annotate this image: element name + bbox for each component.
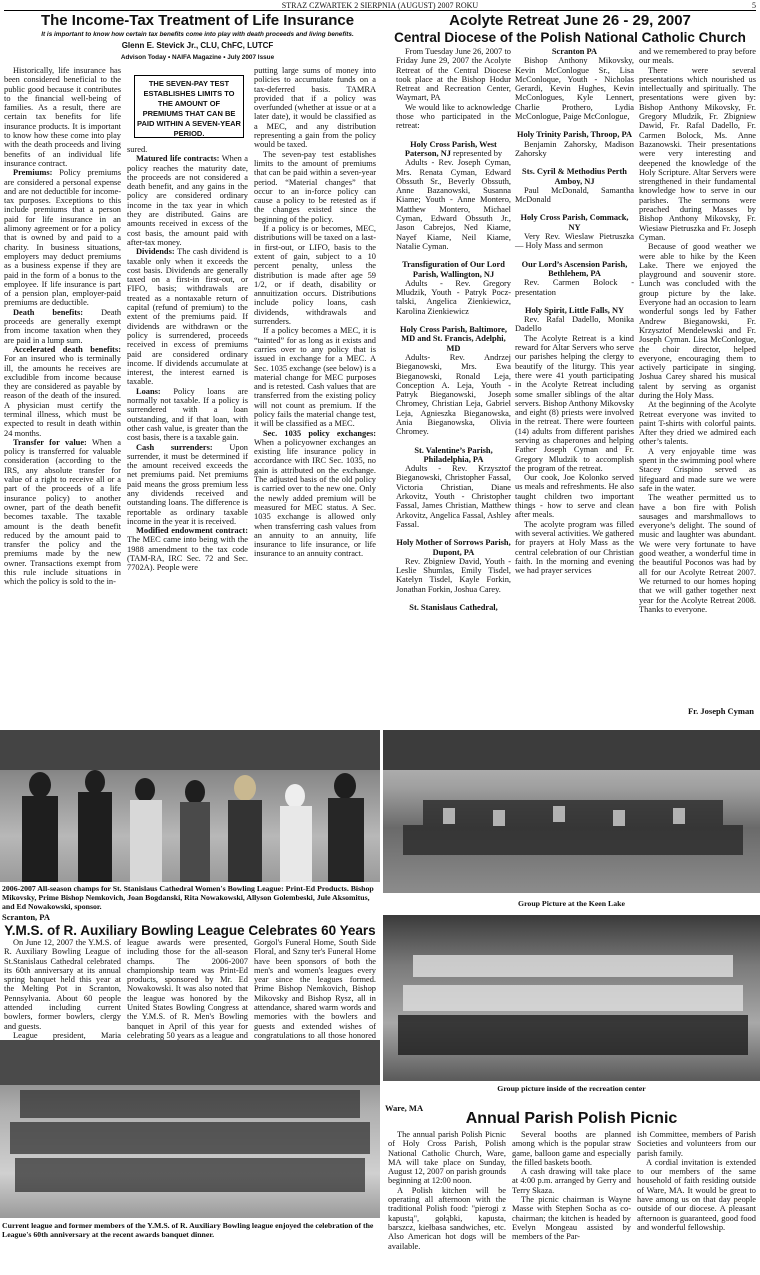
paragraph	[127, 247, 248, 386]
paragraph-text: The weather permitted us to have a bon fire with Polish sausages and marshmallows to everyone’s delight. The sound of music and laughter was abundant. We were very fortunate to have good weather, a wonderful time in the beautiful Poconos was had by all for our Acolyte Retreat 2007. We returned to our homes hoping that we will gather together next year for the Acolyte Retreat 2008. Thanks to everyone.	[639, 493, 756, 614]
parish-heading-note: represented by	[450, 148, 503, 158]
paragraph-gap	[396, 529, 511, 538]
paragraph	[396, 103, 511, 131]
paragraph	[396, 279, 511, 316]
paragraph-text: sured.	[127, 145, 148, 154]
paragraph	[127, 526, 248, 572]
participant-list: Rev. Carmen Bolock - presentation	[515, 278, 634, 297]
paragraph-gap	[396, 437, 511, 446]
paragraph-gap	[396, 251, 511, 260]
paragraph	[254, 326, 376, 428]
picnic-col1	[388, 1130, 506, 1275]
paragraph	[515, 315, 634, 334]
paragraph	[515, 520, 634, 576]
participant-list: Adults - Rev. Krzysztof Bieganowski, Christopher Fassal, Victoria Christian, Diane Arkovitz, Youth - Christopher Fassal, James Christian, Matthew Arkovitz, Angelica Fassal, Ashley Fassal.	[396, 464, 511, 529]
run-in-heading: Modified endowment contract:	[136, 526, 248, 536]
paragraph-text: Upon surrender, it must be determined if the amount received exceeds the net premiums paid. Net premiums paid means the gross premium less any dividends received and outstanding loans. The difference is reportable as ordinary taxable income in the year it is received.	[127, 442, 248, 526]
income-tax-title: The Income-Tax Treatment of Life Insurance	[40, 12, 355, 29]
paragraph	[4, 345, 121, 438]
parish-heading: Holy Cross Parish, West Paterson, NJ	[404, 139, 497, 158]
paragraph-text: The seven-pay test establishes limits to the amount of premiums that can be paid within a seven-year period. “Material changes” that occur to an in-force policy can cause a policy to be retested as if the changes existed since the beginning of the policy.	[254, 149, 376, 224]
paragraph	[396, 603, 511, 612]
paragraph	[127, 154, 248, 247]
income-tax-subtitle: It is important to know how certain tax benefits come into play with death proceeds and living benefits.	[41, 31, 354, 38]
parish-heading: Transfiguration of Our Lord Parish, Wallington, NJ	[402, 260, 505, 279]
paragraph	[4, 168, 121, 307]
paragraph	[515, 473, 634, 519]
run-in-heading: Accelerated death benefits:	[13, 344, 121, 354]
paragraph	[515, 56, 634, 121]
paragraph	[515, 278, 634, 297]
keen-lake-caption: Group Picture at the Keen Lake	[518, 899, 625, 908]
paragraph-text: The cash dividend is taxable only when it exceeds the cost basis. Dividends are generally taxed on a first-in first-out, or FIFO, basis; withdrawals are treated as a nontaxable return of capital (refund of premium) to the extent of the premiums paid. If dividends are withdrawn or the policy is surrendered, proceeds received in excess of premiums paid are considered ordinary income. If dividends accumulate at interest, the interest earned is taxable.	[127, 247, 248, 387]
parish-heading: St. Valentine’s Parish, Philadelphia, PA	[414, 445, 493, 464]
keen-lake-group	[383, 730, 760, 893]
paragraph	[639, 66, 756, 243]
banquet-photo	[0, 1040, 380, 1218]
parish-heading: Our Lord’s Ascension Parish, Bethlehem, PA	[521, 259, 628, 278]
picnic-para-6: ish Committee, members of Parish Societies and volunteers from our parish family.	[637, 1130, 756, 1158]
participant-list: Rev. Zbigniew David, Youth - Leslie Shumlas, Emily Tisdel, Katelyn Tisdel, Kayle Forkin, Jonathan Forkin, Joshua Carey.	[396, 556, 511, 594]
paragraph-gap	[396, 131, 511, 140]
paragraph-gap	[515, 158, 634, 167]
parish-heading: Holy Mother of Sorrows Parish, Dupont, PA	[396, 538, 511, 557]
income-tax-col3	[254, 66, 376, 724]
paragraph-gap	[515, 297, 634, 306]
run-in-heading: Matured life contracts:	[136, 154, 220, 164]
banquet-group	[0, 1040, 380, 1218]
bowling-para-1: On June 12, 2007 the Y.M.S. of R. Auxiliary Bowling League of St.Stanislaus Cathedral celebrated its 60th anniversary at its annual spring banquet held this year at the Melting Pot in Scranton, Pennsylvania. About 60 people attended including current bowlers, former bowlers, clergy and guests.	[4, 938, 121, 1031]
paragraph-text: A very enjoyable time was spent in the swimming pool where Stacey Crispino served as lifeguard and made sure we were safe in the water.	[639, 446, 756, 493]
income-tax-source: Advison Today • NAIFA Magazine • July 2007 Issue	[120, 54, 275, 61]
acolyte-subtitle: Central Diocese of the Polish National Catholic Church	[394, 30, 746, 45]
paragraph-text: Historically, life insurance has been considered beneficial to the public good because it contributes to the financial well-being of families. As a result, there are certain tax benefits for life insurance products. It is important to know how these come into play with the death proceeds and living benefits of an individual life insurance contract.	[4, 66, 121, 168]
paragraph-text: The MEC came into being with the 1988 amendment to the tax code (TAM-RA, IRC Sec. 72 and Sec. 7702A). People were	[127, 535, 248, 573]
bowling-para-4: Gorgol's Funeral Home, South Side Floral, and Szny ter's Funeral Home have been sponsors of both the men's and women's leagues every year since the leagues formed. Prime Bishop Nemkovich, Bishop Mikovsky and Bishop Rysz, all in attendance, shared warm words and memories with the bowlers and guests and extended wishes of congratulations to all those honored	[254, 938, 376, 1040]
paragraph	[515, 186, 634, 205]
run-in-heading: Sec. 1035 policy exchanges:	[263, 428, 376, 438]
paragraph	[639, 242, 756, 400]
paragraph	[515, 232, 634, 251]
paragraph-gap	[396, 316, 511, 325]
pullquote-box: THE SEVEN-PAY TEST ESTABLISHES LIMITS TO THE AMOUNT OF PREMIUMS THAT CAN BE PAID WITHIN A SEVEN-YEAR PERIOD.	[134, 75, 244, 138]
paragraph	[127, 387, 248, 443]
run-in-heading: Cash surrenders:	[136, 442, 213, 452]
paragraph	[515, 130, 634, 139]
bowling-title: Y.M.S. of R. Auxiliary Bowling League Celebrates 60 Years	[4, 923, 376, 938]
recreation-center-photo	[383, 915, 760, 1081]
paragraph	[254, 150, 376, 224]
page-number: 5	[752, 1, 756, 10]
paragraph	[127, 443, 248, 527]
bowling-champs-people	[0, 730, 380, 882]
bowling-col3	[254, 938, 376, 1040]
paragraph-text: putting large sums of money into policies to accumulate funds on a tax-deferred basis. TAMRA provided that if a policy was overfunded (whether at issue or at a later date), it would be classified as a MEC, and any distribution representing a gain from the policy would be taxed.	[254, 66, 376, 150]
paragraph-gap	[515, 121, 634, 130]
banquet-caption: Current league and former members of the Y.M.S. of R. Auxiliary Bowling league enjoyed the celebration of the League's 60th anniversary at the recent awards banquet dinner.	[2, 1221, 374, 1239]
paragraph	[515, 260, 634, 279]
picnic-para-3: Several booths are planned among which is the popular straw game, balloon game and especially the filled baskets booth.	[512, 1130, 631, 1167]
bowling-champs-caption: 2006-2007 All-season champs for St. Stanislaus Cathedral Women's Bowling League: Print-Ed Products. Bishop Mikovsky, Prime Bishop Nemkovich, Joan Bogdanski, Rita Nowakowski, Allyson Golembeski, Jule Aksomitus, and Ed Nowakowski, sponsor.	[2, 884, 374, 911]
paragraph-text: Death proceeds are generally exempt from income taxation when they are paid in a lump sum.	[4, 307, 122, 345]
paragraph	[4, 66, 121, 168]
paragraph	[515, 306, 634, 315]
participant-list: Paul McDonald, Samantha McDonald	[515, 185, 634, 205]
paragraph	[515, 334, 634, 473]
parish-heading: St. Stanislaus Cathedral,	[409, 603, 498, 613]
parish-heading: Holy Cross Parish, Commack, NY	[520, 213, 629, 232]
paragraph-text: If a policy is or becomes, MEC, distributions will be taxed on a last-in first-out, or LIFO, basis to the extent of gain, subject to a 10 percent penalty, unless the distribution is made after age 59 1/2, or if death, disability or annuitization occurs. Distributions include policy loans, cash dividends, withdrawals and surrenders.	[254, 224, 376, 327]
paragraph	[515, 47, 634, 56]
paragraph-text: There were several presentations which nourished us intellectually and spiritually. The presentations were given by: Bishop Anthony Mikovsky, Fr. Gregory Mludzik, Fr. Zbigniew Dawid, Fr. Rafal Dadello, Fr. Carmen Bolock, Ms. Anne Bazanowski. Their presentations were very interesting and deepened the knowledge of the Holy Scripture. Altar Servers were strengthened in their fundamental knowledge how to serve in our parishes. The sermons were preached during Masses by Bishop Anthony Mikovsky, Fr. Wiesiaw Pietruszka and Fr. Joseph Cyman.	[639, 65, 756, 242]
paragraph	[396, 353, 511, 437]
paragraph	[396, 538, 511, 557]
parish-heading: Holy Spirit, Little Falls, NY	[524, 305, 625, 315]
run-in-heading: Loans:	[136, 386, 161, 396]
acolyte-title: Acolyte Retreat June 26 - 29, 2007	[449, 12, 691, 29]
participant-list: Benjamin Zahorsky, Madison Zahorsky	[515, 139, 634, 158]
paragraph	[4, 438, 121, 587]
paragraph-text: The Acolyte Retreat is a kind reward for Altar Servers who serve our parishes helping the clergy to beautify of the liturgy. This year there were 41 youth participating in the Acolyte Retreat including some smaller siblings of the altar servers. Bishop Anthony Mikovsky and eight (8) priests were involved in the retreat. There were fourteen (14) adults from different parishes serving as chaperones and helping Father Joseph Cyman and Fr. Gregory Mludzik to accomplish the program of the retreat.	[515, 333, 634, 473]
bowling-para-3: league awards were presented, including those for the all-season champs. The 2006-2007 championship team was Print-Ed products, sponsored by Mr. Ed Nowakowski. It was also noted that the league was honored by the United States Bowling Congress at the Y.M.S. of R. Men's Bowling banquet in April of this year for celebrating 50 years as a league and	[127, 938, 248, 1040]
paragraph-text: Because of good weather we were able to hike by the Keen Lake. There we enjoyed the playground and souvenir store. Lunch was concluded with the group picture by the lake. Everyone had an occasion to learn wonderful songs led by Father Andrew Bieganowski, Fr. Krzysztof Mendelewski and Fr. Joseph Cyman. Lisa McConlogue, the choir director, helped everyone, encouraging them to actively participate in singing. Joshua Carey shared his musical talent by serving as organist during the Holy Mass.	[639, 242, 756, 400]
paragraph	[396, 557, 511, 594]
paragraph	[396, 260, 511, 279]
paragraph-text: The acolyte program was filled with several activities. We gathered for prayers at Holy Mass as the central celebration of our Christian faith. In the morning and evening we had prayer services	[515, 519, 634, 576]
income-tax-col1	[4, 66, 121, 724]
paragraph	[254, 224, 376, 326]
paragraph	[639, 47, 756, 66]
recreation-center-group	[383, 915, 760, 1081]
masthead-title: STRAZ CZWARTEK 2 SIERPNIA (AUGUST) 2007 ROKU	[281, 1, 479, 10]
paragraph-text: If a policy becomes a MEC, it is “tainted” for as long as it exists and carries over to any policy that is issued in exchange for a MEC. A Sec. 1035 exchange (see below) is a material change for MEC purposes and is retested. Cash values that are transferred from the existing policy will not count as premium. If the policy fails the material change test, it will be classified as a MEC.	[254, 326, 376, 429]
paragraph-text: From Tuesday June 26, 2007 to Friday June 29, 2007 the Acolyte Retreat of the Central Diocese took place at the Bishop Hodur Retreat and Recreation Center, Waymart, PA	[396, 47, 511, 103]
acolyte-signature: Fr. Joseph Cyman	[687, 706, 754, 716]
participant-list: Adults - Rev. Joseph Cyman, Mrs. Renata Cyman, Edward Obssuth Sr., Beverly Obssuth, Anne Bazanowski, Susanna Kiame; Youth - Anne Montero, Matthew Montero, Michael Cyman, Edward Obssuth Jr., Jason Cabrejos, Ned Kiame, Nayef Kiame, Neil Kiame, Natalie Cyman.	[396, 158, 511, 251]
paragraph-text: For an insured who is terminally ill, the amounts he receives are excludible from income because they are considered as payable by reason of the death of the insured. A physician must certify the terminal illness, which must be expected to result in death within 24 months.	[4, 354, 121, 438]
acolyte-col3	[639, 47, 756, 705]
paragraph	[396, 158, 511, 251]
paragraph	[127, 145, 248, 154]
keen-lake-photo	[383, 730, 760, 893]
picnic-para-1: The annual parish Polish Picnic of Holy Cross Parish, Polish National Catholic Church, Ware, MA will take place on Sunday, August 12, 2007 on parish grounds beginning at 12:00 noon.	[388, 1130, 506, 1186]
paragraph-text: At the beginning of the Acolyte Retreat everyone was invited to paint T-shirts with colorful paints. After they dried we admired each other’s talents.	[639, 400, 756, 447]
paragraph	[4, 308, 121, 345]
paragraph-text: Our cook, Joe Kolonko served us meals and refreshments. He also taught children two important things - how to serve and clean after meals.	[515, 473, 634, 520]
picnic-para-2: A Polish kitchen will be operating all afternoon with the traditional Polish food: "pierogi z kapustą", gołąbki, kapusta, barszcz, kiełbasa sandwiches, etc. Also American hot dogs will be available.	[388, 1185, 506, 1251]
paragraph	[639, 400, 756, 446]
paragraph	[639, 493, 756, 614]
picnic-para-7: A cordial invitation is extended to our members of the same household of faith residing outside of Ware, MA. It would be great to have among us on that day people outside of our diocese. A pleasant afternoon is guaranteed, good food and wonderful fellowship.	[637, 1157, 756, 1232]
participant-list: Bishop Anthony Mikovsky, Kevin McConlogue Sr., Lisa McConloque, Youth - Nicholas Gerardi, Kevin Hughes, Kevin McConlogues, Kyle Lennert, Charlie Prothero, Lydia McConlogue, Paige McConlogue,	[515, 56, 634, 122]
paragraph-text: and we remembered to pray before our meals.	[639, 47, 756, 66]
picnic-location: Ware, MA	[385, 1103, 424, 1113]
acolyte-col1	[396, 47, 511, 727]
picnic-para-4: A cash drawing will take place at 4:00 p.m. arranged by Gerry and Terry Skaza.	[512, 1167, 631, 1195]
bowling-location: Scranton, PA	[2, 912, 51, 922]
paragraph	[396, 47, 511, 103]
paragraph-text: Policy premiums are considered a personal expense and are not deductible for income-tax purposes. Exceptions to this include premiums that a person paid for life insurance in an alimony agreement or for a policy that is owned by and paid to a charity. In business situations, employers may deduct premiums as a business expense if they are paid in the form of a bonus to the employee. If life insurance is part of a pension plan, employer-paid premiums are deductible.	[4, 168, 121, 308]
paragraph-gap	[515, 204, 634, 213]
picnic-title: Annual Parish Polish Picnic	[465, 1110, 678, 1127]
paragraph	[254, 66, 376, 150]
paragraph-text: When a policy reaches the maturity date, the proceeds are not considered a death benefit, and any gains in the policy are considered ordinary income in the tax year in which they are distributed. Gains are amounts received in excess of the cost basis, the amount paid with after-tax money.	[127, 154, 248, 247]
paragraph	[515, 167, 634, 186]
run-in-heading: Dividends:	[136, 247, 175, 257]
paragraph-text: We would like to acknowledge those who participated in the retreat:	[396, 102, 511, 131]
picnic-para-5: The picnic chairman is Wayne Masse with Stephen Socha as co-chairman; the kitchen is headed by Evelyn Mongeau assisted by members of the Par-	[512, 1195, 631, 1242]
bowling-col2	[127, 938, 248, 1040]
participant-list: Adults- Rev. Andrzej Bieganowski, Mrs. Ewa Bieganowski, Ronald Leja, Conception A. Leja, Youth - Patryk Bieganowski, Joseph Chromey, Christian Leja, Gabriel Leja, Agnieszka Bieganowska, Ania Bieganowska, Olivia Chromey.	[396, 352, 511, 437]
paragraph	[396, 464, 511, 529]
paragraph	[639, 447, 756, 493]
paragraph	[254, 429, 376, 559]
recreation-center-caption: Group picture inside of the recreation center	[497, 1084, 646, 1093]
acolyte-col2	[515, 47, 634, 727]
parish-heading: Holy Trinity Parish, Throop, PA	[516, 130, 633, 140]
paragraph	[396, 325, 511, 353]
paragraph	[515, 140, 634, 159]
parish-heading: Sts. Cyril & Methodius Perth Amboy, NJ	[522, 167, 627, 186]
participant-list: Rev. Rafal Dadello, Monika Dadello	[515, 315, 634, 334]
paragraph	[396, 446, 511, 465]
run-in-heading: Death benefits:	[13, 307, 84, 317]
run-in-heading: Premiums:	[13, 168, 53, 178]
paragraph-text: When a policyowner exchanges an existing life insurance policy in accordance with IRC Sec. 1035, no gain is attributed on the exchange. The adjusted basis of the old policy is carried over to the new one. Only the newly added premium will be measured for MEC status. A Sec. 1035 exchange is allowed only when transferring cash values from an annuity to an annuity, life insurance to life insurance, or life insurance to an annuity contract.	[254, 437, 376, 559]
paragraph	[396, 140, 511, 159]
income-tax-col2	[127, 145, 248, 724]
paragraph-text: Policy loans are normally not taxable. If a policy is surrendered with a loan outstanding, and if that loan, with other cash value, is greater than the cost basis, there is a taxable gain.	[127, 386, 248, 443]
parish-heading: Holy Cross Parish, Baltimore, MD and St. Francis, Adelphi, MD	[400, 325, 507, 353]
participant-list: Very Rev. Wieslaw Pietruszka — Holy Mass and sermon	[515, 232, 634, 251]
bowling-para-2: League president, Maria	[13, 1030, 121, 1040]
paragraph-gap	[515, 251, 634, 260]
picnic-col3	[637, 1130, 756, 1275]
bowling-col1	[4, 938, 121, 1040]
run-in-heading: Transfer for value:	[13, 437, 87, 447]
paragraph-text: When a policy is transferred for valuable consideration (according to the IRS, any absolute transfer for value of a right to receive all or a part of the proceeds of a life insurance policy) to another owner, part of the death benefit becomes taxable. The taxable amount is the death benefit reduced by the amount paid to transfer the policy and the premiums made by the new owner. Transactions exempt from this rule include situations in which the policy is sold to the in-	[4, 437, 121, 587]
paragraph	[515, 213, 634, 232]
masthead	[4, 1, 756, 11]
income-tax-byline: Glenn E. Stevick Jr., CLU, ChFC, LUTCF	[121, 41, 274, 50]
parish-heading: Scranton PA	[551, 47, 598, 56]
participant-list: Adults - Rev. Gregory Mludzik, Youth - Patryk Pocz-talski, Angelica Zienkiewicz, Karolina Zienkiewicz	[396, 278, 511, 316]
paragraph-gap	[396, 594, 511, 603]
picnic-col2	[512, 1130, 631, 1275]
bowling-champs-photo	[0, 730, 380, 882]
